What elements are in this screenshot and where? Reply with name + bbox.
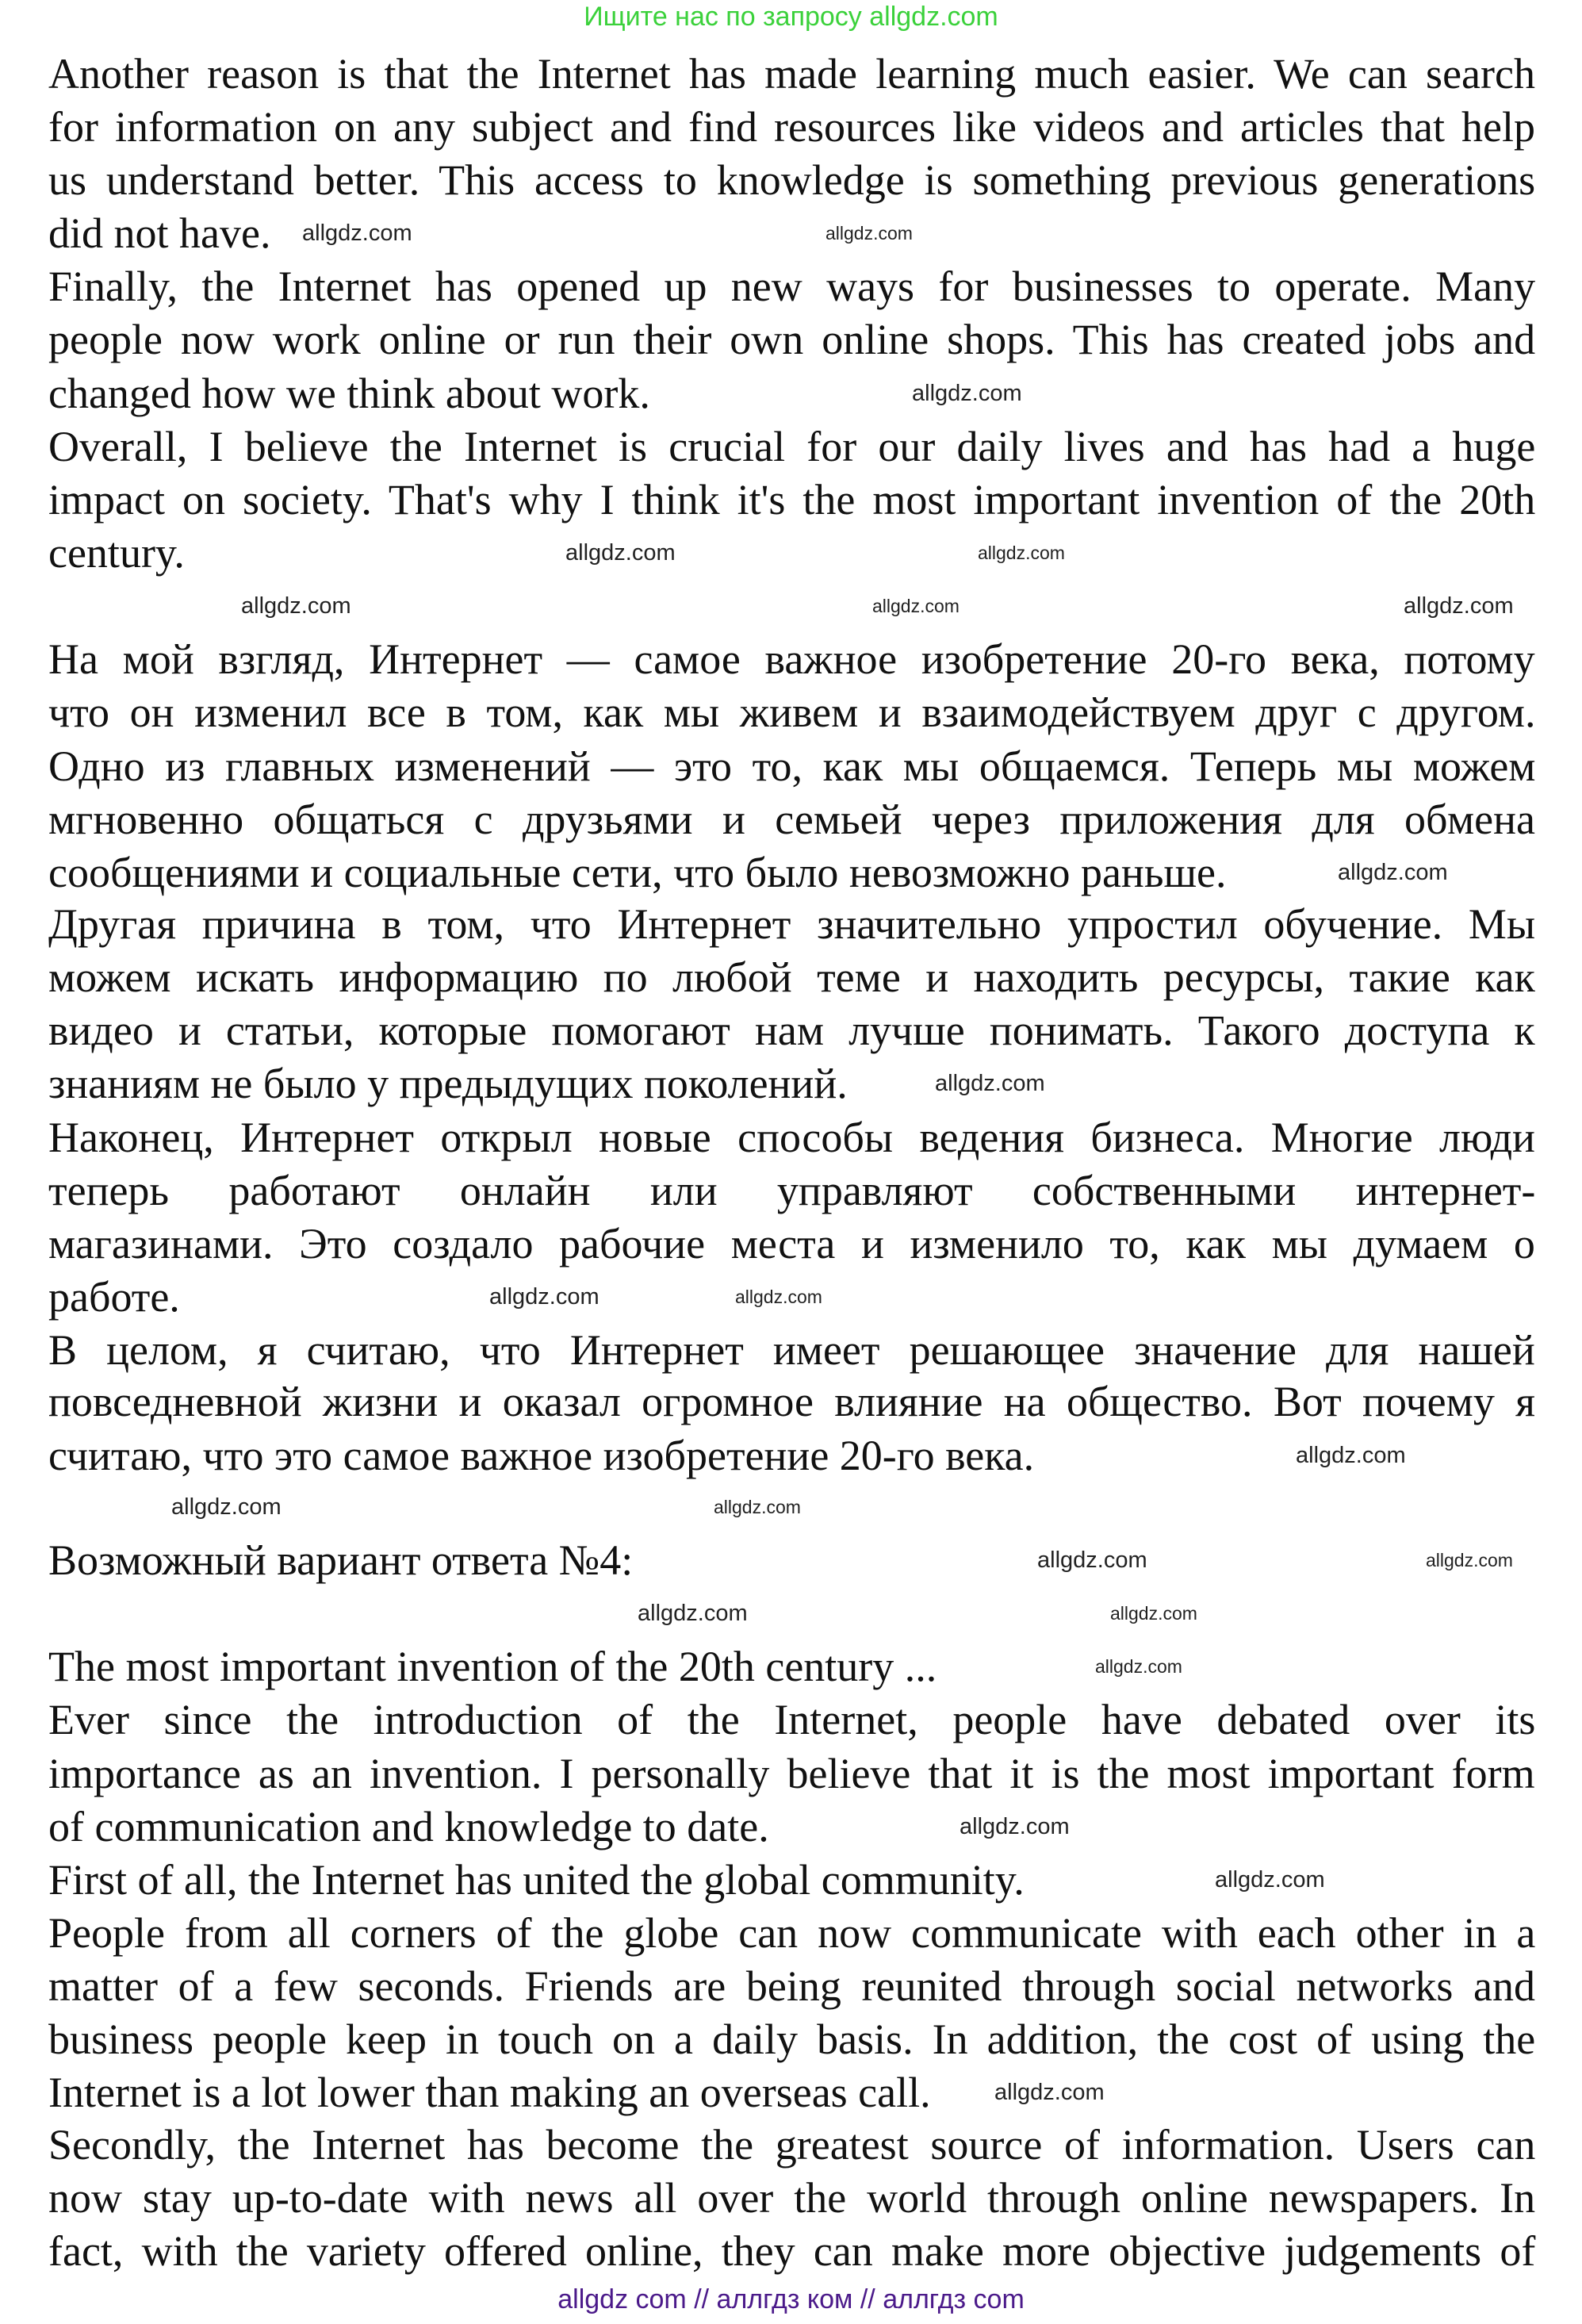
text-line: что он изменил все в том, как мы живем и взаимодействуем друг с другом. [48,688,1536,736]
watermark: allgdz.com [1426,1550,1513,1570]
text-line: можем искать информацию по любой теме и находить ресурсы, такие как [48,953,1535,1001]
watermark: allgdz.com [1296,1443,1406,1468]
text-line: changed how we think about work. [48,370,650,417]
text-line: People from all corners of the globe can now communicate with each other in a [48,1909,1536,1957]
site-footer-banner: allgdz com // аллгдз ком // аллгдз com [557,2284,1025,2314]
watermark: allgdz.com [302,221,412,246]
text-line: мгновенно общаться с друзьями и семьей через приложения для обмена [48,796,1535,843]
text-line: Internet is a lot lower than making an overseas call. [48,2069,931,2116]
watermark: allgdz.com [1095,1656,1182,1677]
text-line: impact on society. That's why I think it's the most important invention of the 20th [48,476,1536,523]
text-line: importance as an invention. I personally believe that it is the most important form [48,1750,1535,1797]
text-line: century. [48,529,185,577]
text-line: fact, with the variety offered online, they can make more objective judgements of [48,2227,1536,2275]
text-line: Одно из главных изменений — это то, как мы общаемся. Теперь мы можем [48,742,1536,790]
text-line: The most important invention of the 20th century ... [48,1643,937,1690]
watermark: allgdz.com [935,1071,1045,1096]
text-line: Возможный вариант ответа №4: [48,1536,634,1584]
watermark: allgdz.com [171,1494,282,1520]
watermark: allgdz.com [825,223,913,244]
watermark: allgdz.com [489,1284,599,1310]
watermark: allgdz.com [912,381,1022,406]
text-line: сообщениями и социальные сети, что было невозможно раньше. [48,849,1227,896]
text-line: did not have. [48,209,271,257]
text-line: Overall, I believe the Internet is crucial for our daily lives and has had a huge [48,423,1536,470]
text-line: now stay up-to-date with news all over the world through online newspapers. In [48,2174,1536,2222]
site-header-banner: Ищите нас по запросу allgdz.com [584,2,998,32]
text-line: Another reason is that the Internet has made learning much easier. We can search [48,50,1535,98]
watermark: allgdz.com [1110,1603,1197,1624]
watermark: allgdz.com [1338,860,1448,885]
text-line: for information on any subject and find resources like videos and articles that help [48,103,1535,151]
text-line: Secondly, the Internet has become the greatest source of information. Users can [48,2121,1536,2169]
watermark: allgdz.com [565,540,676,566]
watermark: allgdz.com [872,596,960,616]
text-line: считаю, что это самое важное изобретение 20-го века. [48,1432,1035,1479]
text-line: магазинами. Это создало рабочие места и изменило то, как мы думаем о [48,1220,1535,1267]
text-line: повседневной жизни и оказал огромное влияние на общество. Вот почему я [48,1378,1535,1425]
text-line: работе. [48,1273,180,1321]
text-line: Finally, the Internet has opened up new ways for businesses to operate. Many [48,263,1536,310]
text-line: видео и статьи, которые помогают нам лучше понимать. Такого доступа к [48,1007,1535,1054]
watermark: allgdz.com [1404,593,1514,619]
text-line: business people keep in touch on a daily basis. In addition, the cost of using the [48,2015,1536,2063]
watermark: allgdz.com [1215,1867,1325,1893]
watermark: allgdz.com [638,1601,748,1626]
text-line: Ever since the introduction of the Internet, people have debated over its [48,1696,1536,1743]
text-line: Другая причина в том, что Интернет значительно упростил обучение. Мы [48,900,1536,948]
text-line: Наконец, Интернет открыл новые способы ведения бизнеса. Многие люди [48,1114,1535,1161]
text-line: people now work online or run their own online shops. This has created jobs and [48,316,1536,363]
text-line: us understand better. This access to knowledge is something previous generations [48,156,1536,204]
watermark: allgdz.com [960,1814,1070,1839]
text-line: теперь работают онлайн или управляют собственными интернет- [48,1167,1536,1214]
text-line: First of all, the Internet has united the global community. [48,1856,1025,1904]
watermark: allgdz.com [1037,1547,1147,1573]
watermark: allgdz.com [735,1287,822,1307]
watermark: allgdz.com [241,593,351,619]
text-line: В целом, я считаю, что Интернет имеет решающее значение для нашей [48,1326,1535,1374]
text-line: of communication and knowledge to date. [48,1803,769,1850]
watermark: allgdz.com [714,1497,801,1517]
watermark: allgdz.com [994,2080,1105,2105]
watermark: allgdz.com [978,543,1065,563]
text-line: На мой взгляд, Интернет — самое важное изобретение 20-го века, потому [48,635,1535,683]
text-line: matter of a few seconds. Friends are being reunited through social networks and [48,1962,1535,2010]
text-line: знаниям не было у предыдущих поколений. [48,1060,848,1107]
